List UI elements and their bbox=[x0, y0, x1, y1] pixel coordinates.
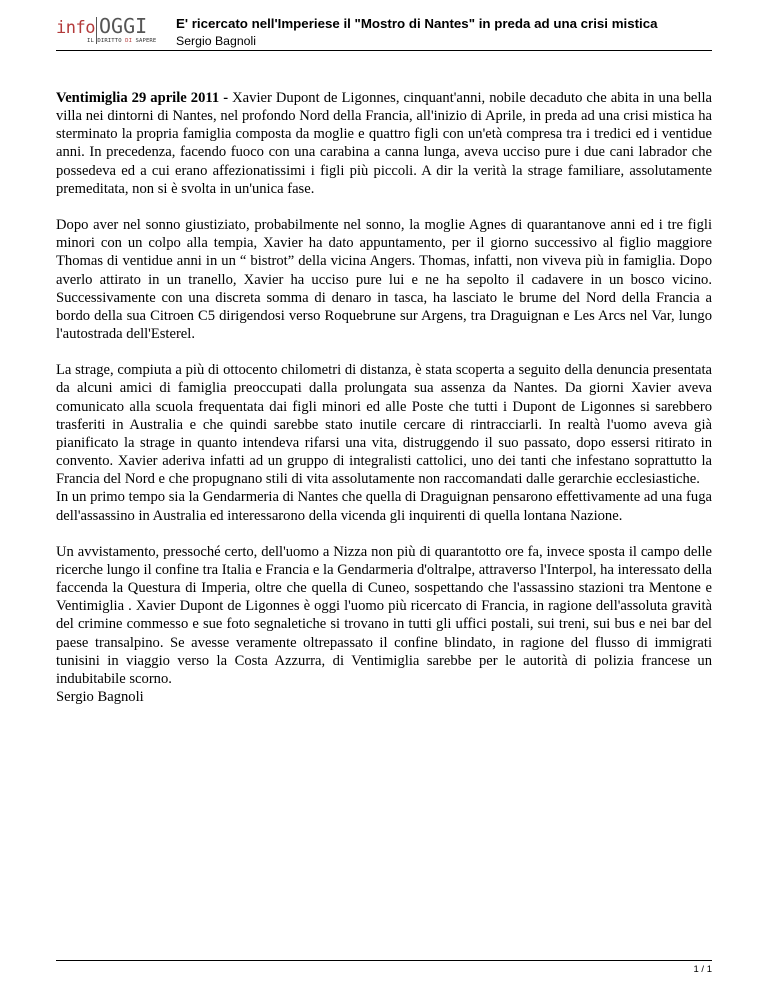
header-divider bbox=[56, 50, 712, 51]
article-header-title: E' ricercato nell'Imperiese il "Mostro di Nantes" in preda ad una crisi mistica bbox=[176, 16, 658, 31]
infooggi-logo bbox=[56, 14, 166, 48]
article-body bbox=[56, 89, 712, 706]
article-header-author: Sergio Bagnoli bbox=[176, 34, 256, 48]
paragraph-5: Un avvistamento, pressoché certo, dell'uomo a Nizza non più di quarantotto ore fa, invece sposta il campo delle ricerche lungo il confine tra Italia e Francia e la Gendarmeria d'oltralpe, attraverso l'Interpol, ha interessato della faccenda la Questura di Imperia, oltre che quella di Cuneo, sospettando che l'assassino stazioni tra Mentone e Ventimiglia . Xavier Dupont de Ligonnes è oggi l'uomo più ricercato di Francia, in ragione dell'assoluta gravità del crimine commesso e sue foto segnaletiche si trovano in tutti gli uffici postali, sui treni, sui bus e nei bar del paese transalpino. Se avesse veramente oltrepassato il confine blindato, in ragione del flusso di immigrati tunisini in viaggio verso la Costa Azzurra, di Ventimiglia sarebbe per le autorità di polizia francese un indubitabile scorno. bbox=[56, 543, 713, 687]
page-number: 1 / 1 bbox=[693, 964, 712, 975]
logo-info-text: info bbox=[56, 18, 95, 38]
dateline: Ventimiglia 29 aprile 2011 - bbox=[56, 90, 229, 106]
footer-divider bbox=[56, 960, 712, 961]
paragraph-1 bbox=[56, 89, 712, 198]
paragraph-3: La strage, compiuta a più di ottocento chilometri di distanza, è stata scoperta a seguito della denuncia presentata da alcuni amici di famiglia preoccupati dalla prolungata sua assenza da Nantes. Da giorni Xavier aveva comunicato alla scuola frequentata dai figli minori ed alle Poste che tutti i Dupont de Ligonnes si sarebbero trasferiti in Australia e che quindi sarebbe stato inutile cercare di rintracciarli. In realtà l'uomo aveva già pianificato la strage in quanto intendeva rifarsi una vita, distruggendo il suo passato, dopo essersi ritirato in convento. Xavier aderiva infatti ad un gruppo di integralisti cattolici, uno dei tanti che infestano soprattutto la Francia del Nord e che propugnano stili di vita assolutamente non raccomandati dalle gerarchie ecclesiastiche. bbox=[56, 362, 712, 488]
page-header bbox=[56, 14, 712, 50]
logo-oggi-text: OGGI bbox=[99, 14, 148, 38]
paragraph-4: In un primo tempo sia la Gendarmeria di Nantes che quella di Draguignan pensarono effettivamente ad una fuga dell'assassino in Australia ed interessarono della vicenda gli inquirenti di quella lontana Nazione. bbox=[56, 489, 712, 524]
logo-tagline-prefix: IL DIRITTO bbox=[87, 38, 126, 44]
logo-tagline bbox=[87, 38, 156, 44]
paragraph-2: Dopo aver nel sonno giustiziato, probabilmente nel sonno, la moglie Agnes di quarantanove anni ed i tre figli minori con un colpo alla tempia, Xavier ha dato appuntamento, per il giorno successivo al figlio maggiore Thomas di ventidue anni in un “ bistrot” della vicina Angers. Thomas, infatti, non viveva più in famiglia. Dopo averlo attirato in un tranello, Xavier ha ucciso pure lui e ne ha sepolto il cadavere in un bosco vicino. Successivamente con una discreta somma di denaro in tasca, ha lasciato le brume del Nord della Francia a bordo della sua Citroen C5 dirigendosi verso Roquebrune sur Argens, tra Draguignan e Les Arcs nel Var, lungo l'autostrada dell'Esterel. bbox=[56, 217, 712, 343]
article-signature: Sergio Bagnoli bbox=[56, 689, 144, 706]
logo-tagline-suffix: SAPERE bbox=[132, 38, 157, 44]
logo-tagline-di: DI bbox=[125, 38, 133, 44]
paragraph-1-text: Xavier Dupont de Ligonnes, cinquant'anni, nobile decaduto che abita in una bella villa nei dintorni di Nantes, nel profondo Nord della Francia, all'inizio di Aprile, in preda ad una crisi mistica ha sterminato la propria famiglia composta da moglie e quattro figli con un'età compresa tra i tredici ed i ventidue anni. In precedenza, facendo fuoco con una carabina a canna lunga, aveva ucciso pure i due cani labrador che possedeva ed a cui erano affezionatissimi i figli più piccoli. A dir la verità la strage familiare, assolutamente premeditata, non si è svolta in un'unica fase. bbox=[56, 90, 712, 197]
